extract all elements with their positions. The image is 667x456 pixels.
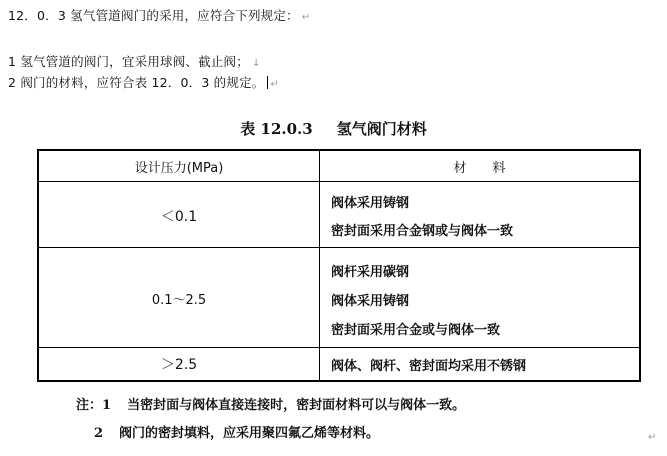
note-text: 阀门的密封填料，应采用聚四氟乙烯等材料。 (119, 426, 380, 441)
table-title: 氢气阀门材料 (336, 120, 427, 138)
note-2 (94, 422, 379, 441)
material-line: 阀杆采用碳钢 (331, 265, 410, 280)
table-row-divider (37, 247, 641, 248)
list-item-1: 1 氢气管道的阀门，宜采用球阀、截止阀； ↓ (8, 54, 261, 69)
table-caption (0, 118, 667, 139)
note-number: 2 (94, 426, 104, 441)
table-number: 表 12.0.3 (240, 120, 313, 138)
table-bottom-border (37, 380, 641, 382)
table-row-divider (37, 347, 641, 348)
note-number: 1 (102, 398, 112, 413)
material-line: 阀体采用铸钢 (331, 196, 410, 211)
material-line: 密封面采用合金钢或与阀体一致 (331, 224, 514, 239)
table-column-divider (319, 149, 320, 382)
material-line: 密封面采用合金或与阀体一致 (331, 323, 501, 338)
pressure-cell: ＞2.5 (160, 357, 198, 373)
note-1 (76, 394, 465, 413)
paragraph-mark-icon: ↵ (301, 12, 311, 23)
list-item-2: 2 阀门的材料，应符合表 12．0．3 的规定。 ↵ (8, 75, 280, 90)
material-line: 阀体采用铸钢 (331, 294, 410, 309)
note-text: 当密封面与阀体直接连接时，密封面材料可以与阀体一致。 (127, 398, 466, 413)
paragraph-mark-icon: ↵ (270, 79, 280, 90)
pressure-cell: ＜0.1 (160, 209, 198, 225)
header-pressure: 设计压力(MPa) (134, 161, 224, 176)
table-top-border (37, 149, 641, 151)
material-line: 阀体、阀杆、密封面均采用不锈钢 (331, 359, 527, 374)
table-left-border (37, 149, 39, 382)
clause-heading: 12．0．3 氢气管道阀门的采用，应符合下列规定： ↵ (8, 8, 311, 23)
notes-label: 注： (76, 398, 103, 413)
table-right-border (639, 149, 641, 382)
line-break-mark-icon: ↓ (251, 58, 261, 69)
materials-table (37, 149, 641, 382)
table-header-divider (37, 181, 641, 182)
text-cursor (267, 76, 268, 89)
header-materials: 材 料 (453, 161, 506, 176)
paragraph-mark-icon: ↵ (648, 432, 657, 443)
pressure-cell: 0.1～2.5 (151, 293, 207, 308)
